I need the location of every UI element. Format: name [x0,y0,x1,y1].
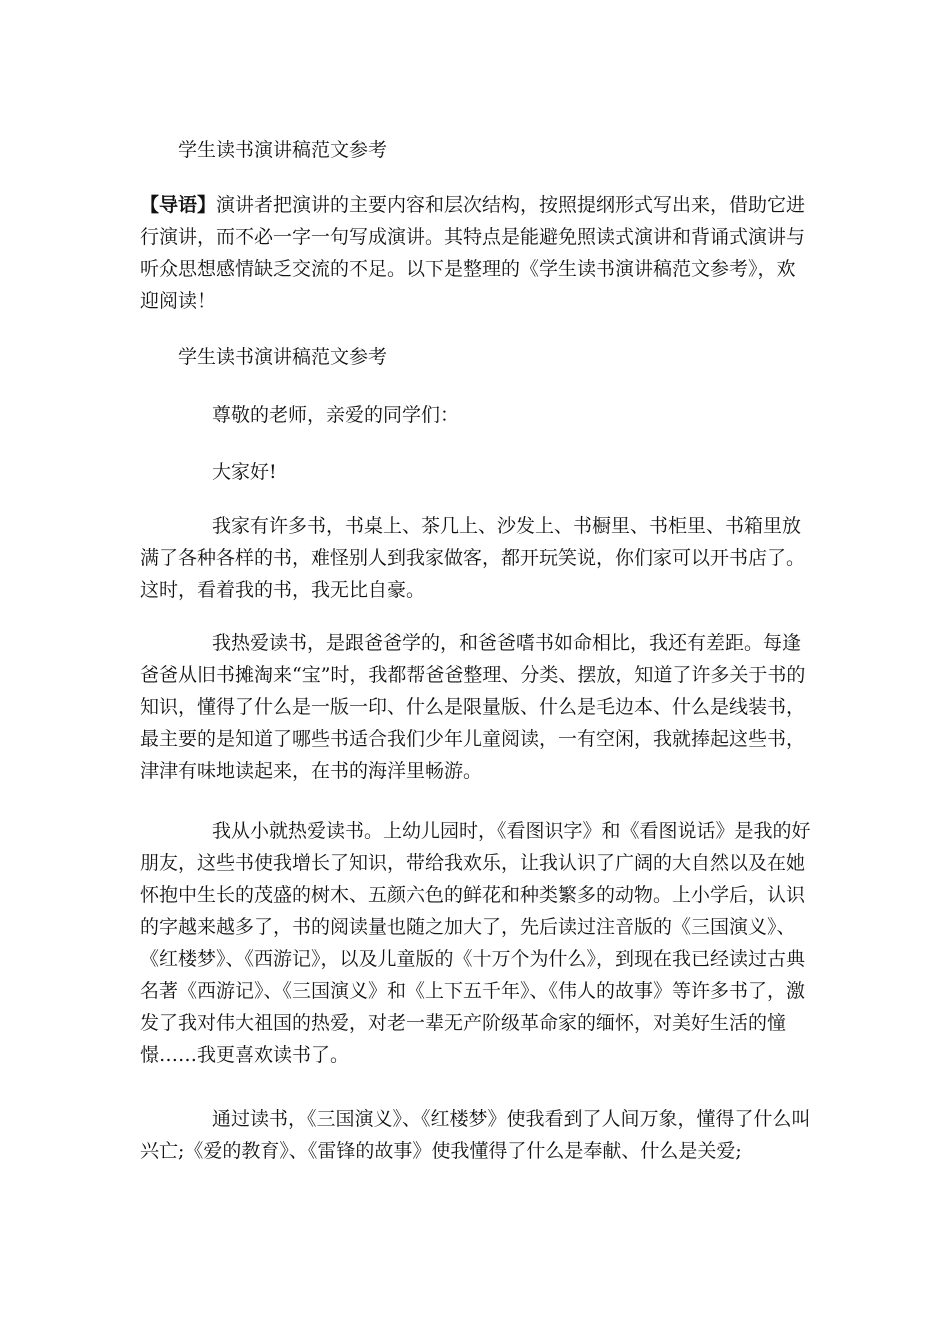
body-paragraph-2: 我热爱读书，是跟爸爸学的，和爸爸嗜书如命相比，我还有差距。每逢爸爸从旧书摊淘来“宝”时，我都帮爸爸整理、分类、摆放，知道了许多关于书的知识，懂得了什么是一版一印、什么是限量版、什么是毛边本、什么是线装书，最主要的是知道了哪些书适合我们少年儿童阅读，一有空闲，我就捧起这些书，津津有味地读起来，在书的海洋里畅游。 [140,632,806,782]
intro-paragraph [140,189,812,317]
greeting: 大家好! [212,461,277,483]
body-paragraph-4: 通过读书，《三国演义》、《红楼梦》使我看到了人间万象，懂得了什么叫兴亡;《爱的教育》、《雷锋的故事》使我懂得了什么是奉献、什么是关爱; [140,1108,811,1162]
intro-text: 演讲者把演讲的主要内容和层次结构，按照提纲形式写出来，借助它进行演讲，而不必一字一句写成演讲。其特点是能避免照读式演讲和背诵式演讲与听众思想感情缺乏交流的不足。以下是整理的《学生读书演讲稿范文参考》，欢迎阅读！ [140,194,806,312]
document-subtitle: 学生读书演讲稿范文参考 [178,346,388,368]
document-title: 学生读书演讲稿范文参考 [178,139,388,161]
salutation: 尊敬的老师，亲爱的同学们： [212,404,460,426]
intro-prefix: 【导语】 [140,194,217,216]
body-paragraph-1: 我家有许多书，书桌上、茶几上、沙发上、书橱里、书柜里、书箱里放满了各种各样的书，难怪别人到我家做客，都开玩笑说，你们家可以开书店了。这时，看着我的书，我无比自豪。 [140,515,806,601]
body-paragraph-3: 我从小就热爱读书。上幼儿园时，《看图识字》和《看图说话》是我的好朋友，这些书使我增长了知识，带给我欢乐，让我认识了广阔的大自然以及在她怀抱中生长的茂盛的树木、五颜六色的鲜花和种类繁多的动物。上小学后，认识的字越来越多了，书的阅读量也随之加大了，先后读过注音版的《三国演义》、《红楼梦》、《西游记》，以及儿童版的《十万个为什么》，到现在我已经读过古典名著《西游记》、《三国演义》和《上下五千年》、《伟人的故事》等许多书了，激发了我对伟大祖国的热爱，对老一辈无产阶级革命家的缅怀，对美好生活的憧憬……我更喜欢读书了。 [140,820,811,1066]
